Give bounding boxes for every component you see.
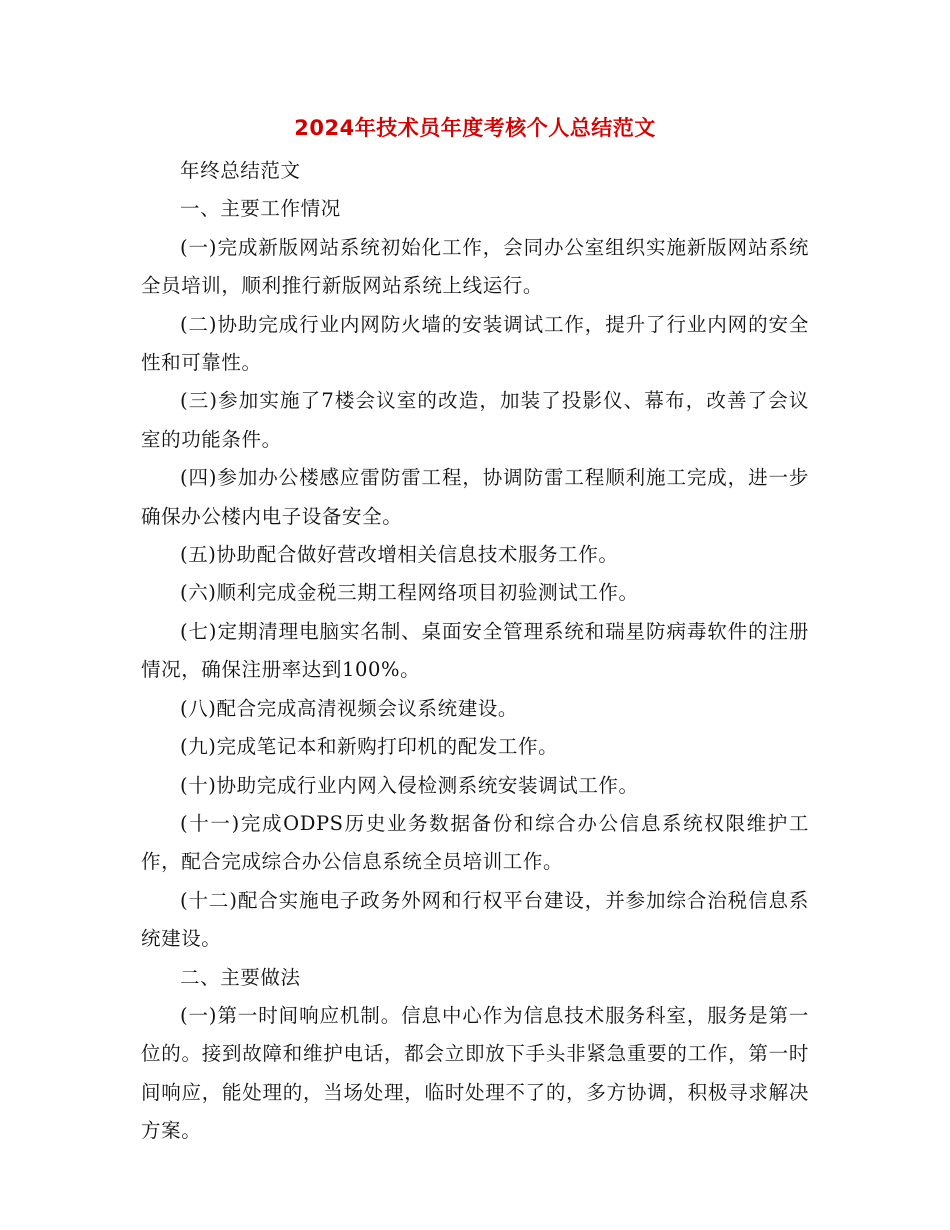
- paragraph-item-4: (四)参加办公楼感应雷防雷工程，协调防雷工程顺利施工完成，进一步确保办公楼内电子设备安全。: [141, 466, 809, 528]
- paragraph-heading-summary: 年终总结范文: [180, 159, 301, 182]
- document-title: 2024年技术员年度考核个人总结范文: [294, 116, 656, 140]
- paragraph-item-5: (五)协助配合做好营改增相关信息技术服务工作。: [180, 543, 619, 567]
- section-heading-main-work: 一、主要工作情况: [180, 197, 341, 221]
- paragraph-item-1: (一)完成新版网站系统初始化工作，会同办公室组织实施新版网站系统全员培训，顺利推行新版网站系统上线运行。: [141, 235, 809, 298]
- document-body: [141, 152, 809, 1151]
- section-heading-main-methods: 二、主要做法: [180, 965, 301, 989]
- paragraph-item-7: (七)定期清理电脑实名制、桌面安全管理系统和瑞星防病毒软件的注册情况，确保注册率达到100%。: [141, 619, 809, 682]
- paragraph-item-6: (六)顺利完成金税三期工程网络项目初验测试工作。: [180, 581, 639, 605]
- paragraph-item-2: (二)协助完成行业内网防火墙的安装调试工作，提升了行业内网的安全性和可靠性。: [141, 312, 809, 375]
- paragraph-item-12: (十二)配合实施电子政务外网和行权平台建设，并参加综合治税信息系统建设。: [141, 888, 809, 951]
- paragraph-item-8: (八)配合完成高清视频会议系统建设。: [180, 696, 519, 720]
- paragraph-item-3: (三)参加实施了7楼会议室的改造，加装了投影仪、幕布，改善了会议室的功能条件。: [141, 389, 809, 451]
- paragraph-item-9: (九)完成笔记本和新购打印机的配发工作。: [180, 735, 559, 759]
- paragraph-method-1: (一)第一时间响应机制。信息中心作为信息技术服务科室，服务是第一位的。接到故障和维护电话，都会立即放下手头非紧急重要的工作，第一时间响应，能处理的，当场处理，临时处理不了的，多方协调，积极寻求解决方案。: [141, 1003, 809, 1143]
- paragraph-item-10: (十)协助完成行业内网入侵检测系统安装调试工作。: [180, 773, 639, 797]
- paragraph-item-11: (十一)完成ODPS历史业务数据备份和综合办公信息系统权限维护工作，配合完成综合办公信息系统全员培训工作。: [141, 811, 809, 874]
